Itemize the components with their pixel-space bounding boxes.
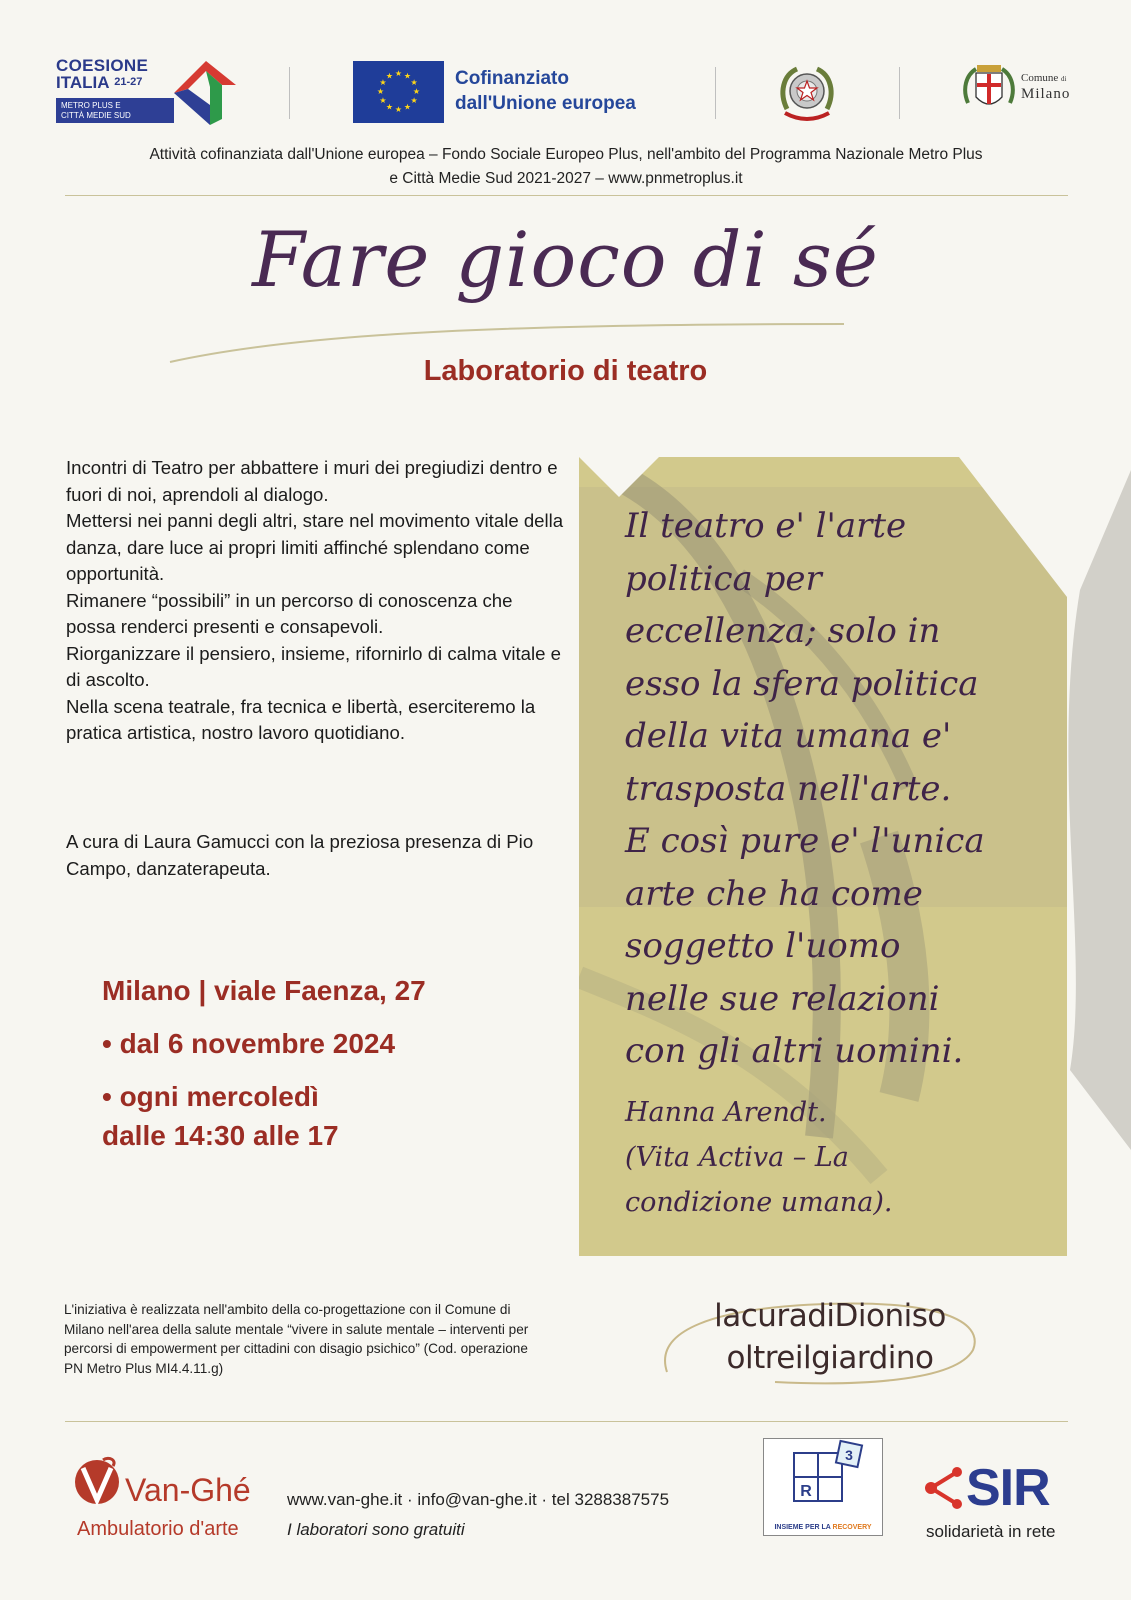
header-separator: [715, 67, 716, 119]
free-note: I laboratori sono gratuiti: [287, 1520, 465, 1539]
funding-statement: Attività cofinanziata dall'Unione europea – Fondo Sociale Europeo Plus, nell'ambito del Programma Nazionale Metro Plus e Città Medie Sud 2021-2027 – www.pnmetroplus.it: [149, 146, 983, 187]
svg-text:★: ★: [385, 71, 394, 81]
recovery-logo: [763, 1438, 883, 1536]
quote-line: esso la sfera politica: [625, 663, 979, 704]
quote-line: con gli altri uomini.: [625, 1031, 964, 1071]
description-paragraph: Mettersi nei panni degli altri, stare nel movimento vitale della danza, dare luce ai propri limiti affinché splendano come opportunità.: [66, 510, 564, 584]
description-paragraph: Riorganizzare il pensiero, insieme, rifornirlo di calma vitale e di ascolto.: [66, 642, 562, 690]
van-ghe-subtitle: Ambulatorio d'arte: [77, 1518, 239, 1540]
subtitle: Laboratorio di teatro: [423, 355, 708, 387]
contacts: www.van-ghe.it · info@van-ghe.it · tel 3288387575: [287, 1490, 670, 1509]
svg-text:★: ★: [410, 96, 418, 105]
italian-republic-emblem-icon: [777, 63, 837, 129]
quote-line: arte che ha come: [625, 873, 923, 914]
coesione-line1: COESIONE: [56, 56, 149, 75]
quote-line: trasposta nell'arte.: [625, 768, 952, 809]
quote-attribution: [625, 1090, 1045, 1225]
eu-flag-icon: [353, 61, 444, 123]
description-paragraph: Incontri di Teatro per abbattere i muri dei pregiudizi dentro e fuori di noi, aprendoli al dialogo.: [66, 457, 558, 505]
sir-subtitle: solidarietà in rete: [926, 1522, 1056, 1541]
description-paragraph: Nella scena teatrale, fra tecnica e libertà, eserciteremo la pratica artistica, nostro lavoro quotidiano.: [66, 695, 536, 743]
quote-line: Il teatro e' l'arte: [625, 506, 907, 546]
coesione-arrow-icon: [166, 59, 238, 127]
coesione-italia-logo: [56, 57, 236, 127]
quote-source: condizione umana).: [625, 1187, 893, 1218]
puzzle-icon: [764, 1439, 882, 1519]
dioniso-logo: lacuradiDioniso oltreilgiardino: [714, 1298, 946, 1376]
bottom-divider: [65, 1421, 1068, 1422]
svg-text:★: ★: [376, 87, 385, 96]
info-place: Milano | viale Faenza, 27: [102, 975, 426, 1006]
share-icon: [923, 1466, 967, 1514]
coesione-band: METRO PLUS E CITTÀ MEDIE SUD: [56, 98, 174, 123]
eu-cofinanced-label: Cofinanziato dall'Unione europea: [455, 68, 636, 114]
svg-text:★: ★: [410, 78, 418, 87]
description: [66, 455, 566, 747]
sir-logo-text: SIR: [966, 1459, 1050, 1517]
svg-text:★: ★: [412, 87, 421, 96]
recovery-number: 3: [845, 1447, 853, 1463]
recovery-label: INSIEME PER LA RECOVERY: [774, 1524, 872, 1531]
quote-source: (Vita Activa – La: [625, 1142, 849, 1173]
van-ghe-name: Van-Ghé: [125, 1472, 251, 1508]
quote-author: Hanna Arendt.: [625, 1097, 827, 1128]
van-ghe-logo-icon: [73, 1456, 123, 1516]
description-paragraph: Rimanere “possibili” in un percorso di conoscenza che possa renderci presenti e consapevoli.: [66, 589, 513, 637]
header-separator: [899, 67, 900, 119]
quote-line: E così pure e' l'unica: [625, 821, 985, 861]
svg-text:★: ★: [385, 102, 394, 112]
milano-crest-icon: [962, 63, 1016, 123]
svg-text:★: ★: [394, 69, 403, 78]
quote-text: [625, 500, 1055, 1078]
info-hours: dalle 14:30 alle 17: [102, 1120, 339, 1151]
svg-text:★: ★: [403, 102, 412, 112]
quote-line: politica per: [625, 558, 822, 599]
legal-note: L'iniziativa è realizzata nell'ambito della co-progettazione con il Comune di Milano nell'area della salute mentale “vivere in salute mentale – interventi per percorsi di empowerment per cittadini con disagio psichico” (Cod. operazione PN Metro Plus MI4.4.11.g): [64, 1302, 529, 1376]
info-start-date: • dal 6 novembre 2024: [102, 1028, 396, 1059]
top-divider: [65, 195, 1068, 196]
coesione-years: 21-27: [114, 76, 143, 88]
svg-text:★: ★: [379, 96, 387, 105]
svg-text:★: ★: [403, 71, 412, 81]
quote-line: soggetto l'uomo: [625, 926, 901, 966]
quote-line: nelle sue relazioni: [625, 978, 940, 1019]
quote-line: eccellenza; solo in: [625, 611, 941, 651]
svg-text:★: ★: [379, 78, 387, 87]
info-day: • ogni mercoledì: [102, 1081, 319, 1112]
svg-text:★: ★: [394, 105, 403, 114]
coesione-line2: ITALIA 21-27: [56, 73, 143, 92]
page-title: Fare gioco di sé: [252, 215, 879, 304]
curator-note: A cura di Laura Gamucci con la preziosa presenza di Pio Campo, danzaterapeuta.: [66, 831, 534, 879]
recovery-letter: R: [800, 1483, 812, 1500]
header-separator: [289, 67, 290, 119]
comune-di-milano-label: Comune di Milano: [1021, 72, 1071, 102]
quote-line: della vita umana e': [625, 716, 952, 756]
